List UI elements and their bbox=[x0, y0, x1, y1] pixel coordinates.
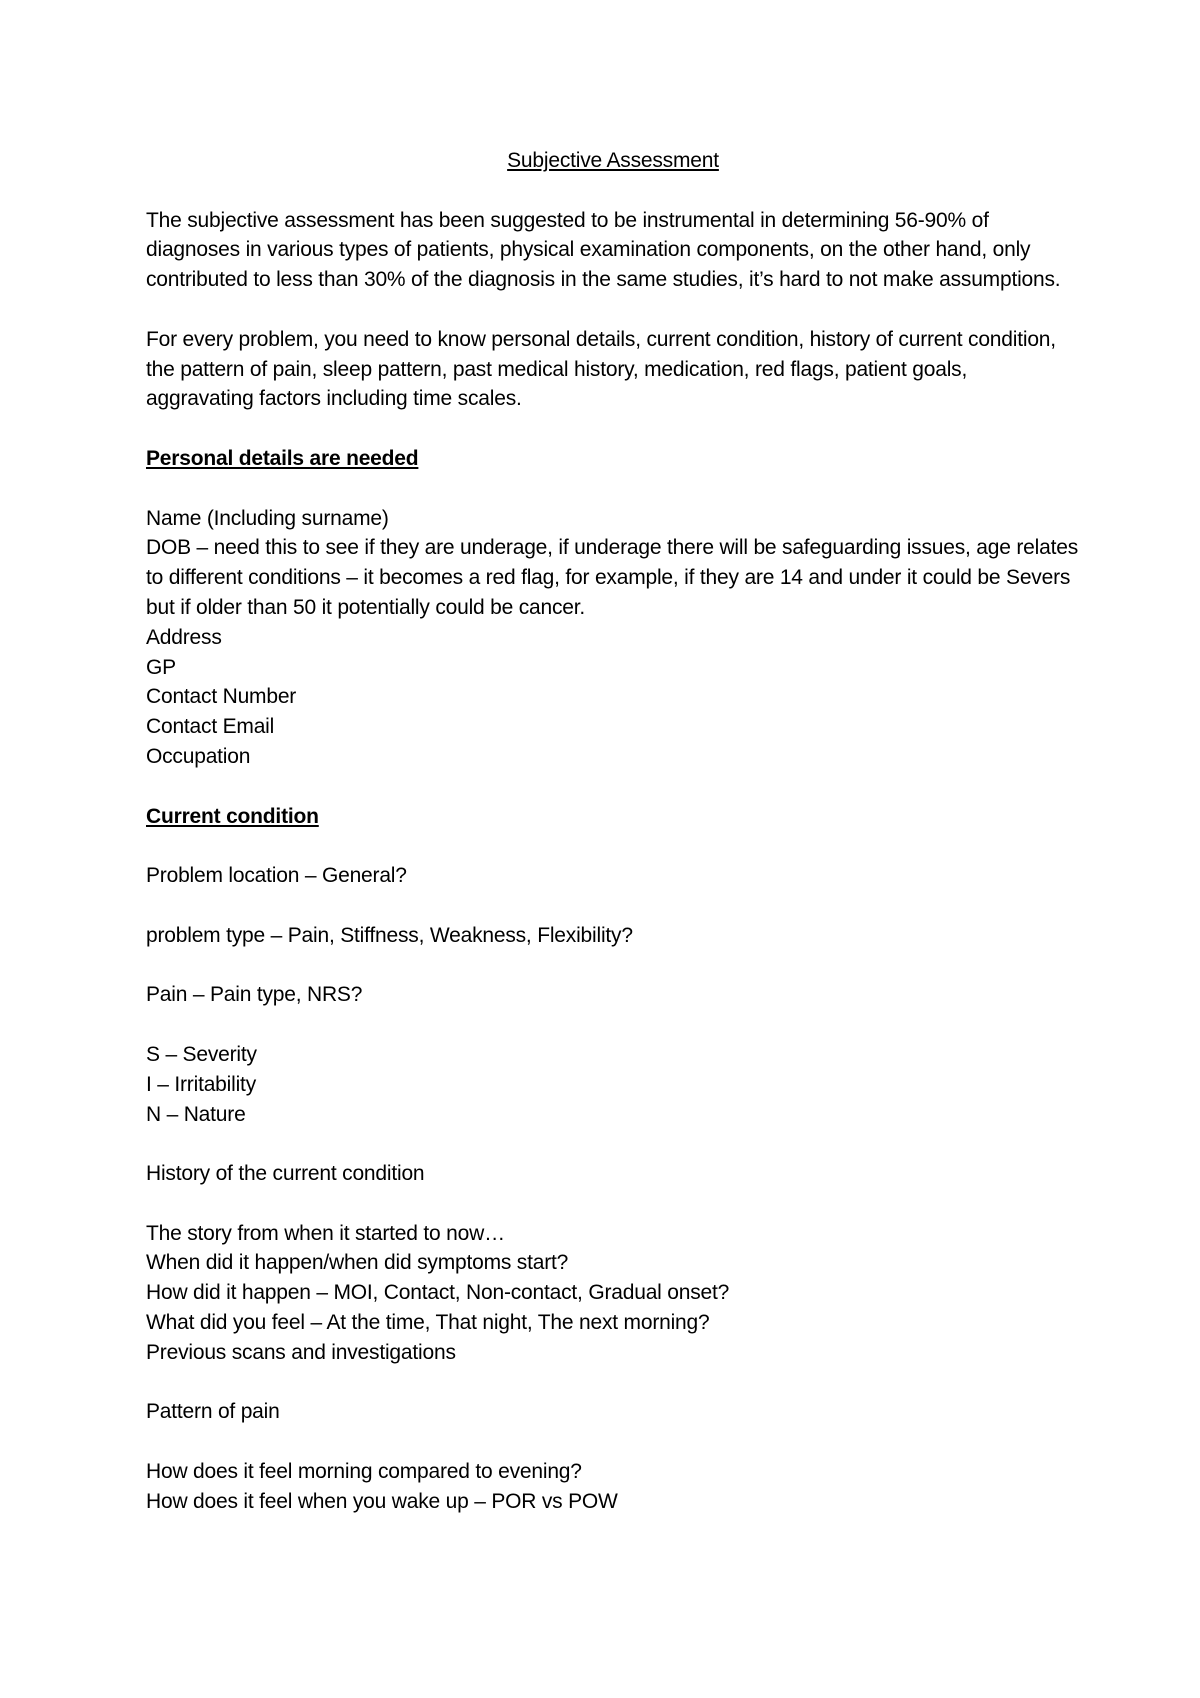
history-item: The story from when it started to now… bbox=[146, 1221, 505, 1245]
intro-paragraph-2: For every problem, you need to know personal details, current condition, history of current condition, the pattern of pain, sleep pattern, past medical history, medication, red flags, patient goals, aggravating factors including time scales. bbox=[146, 327, 1056, 411]
history-list bbox=[146, 1219, 1080, 1368]
history-item: How did it happen – MOI, Contact, Non-contact, Gradual onset? bbox=[146, 1281, 730, 1305]
pattern-of-pain-item: How does it feel when you wake up – POR vs POW bbox=[146, 1489, 618, 1513]
history-item: What did you feel – At the time, That night, The next morning? bbox=[146, 1311, 710, 1335]
history-item: When did it happen/when did symptoms start? bbox=[146, 1251, 569, 1275]
personal-details-item-dob: DOB – need this to see if they are underage, if underage there will be safeguarding issues, age relates to different conditions – it becomes a red flag, for example, if they are 14 and under it could be Severs but if older than 50 it potentially could be cancer. bbox=[146, 536, 1078, 619]
pattern-of-pain-list bbox=[146, 1457, 1080, 1517]
current-condition-heading: Current condition bbox=[146, 804, 319, 828]
personal-details-item-name: Name (Including surname) bbox=[146, 506, 389, 530]
history-heading: History of the current condition bbox=[146, 1162, 425, 1186]
problem-type-line: problem type – Pain, Stiffness, Weakness, Flexibility? bbox=[146, 923, 633, 947]
problem-location-line: Problem location – General? bbox=[146, 864, 407, 888]
intro-paragraph-1: The subjective assessment has been suggested to be instrumental in determining 56-90% of diagnoses in various types of patients, physical examination components, on the other hand, only contributed to less than 30% of the diagnosis in the same studies, it’s hard to not make assumptions. bbox=[146, 208, 1061, 292]
sin-item-irritability: I – Irritability bbox=[146, 1072, 256, 1096]
sin-list bbox=[146, 1040, 1080, 1129]
personal-details-item-contact-email: Contact Email bbox=[146, 715, 275, 739]
personal-details-item-contact-number: Contact Number bbox=[146, 685, 297, 709]
personal-details-list bbox=[146, 504, 1080, 772]
document-title: Subjective Assessment bbox=[507, 149, 719, 172]
sin-item-severity: S – Severity bbox=[146, 1042, 257, 1066]
history-item: Previous scans and investigations bbox=[146, 1340, 456, 1364]
pattern-of-pain-heading: Pattern of pain bbox=[146, 1400, 280, 1424]
sin-item-nature: N – Nature bbox=[146, 1102, 246, 1126]
pattern-of-pain-item: How does it feel morning compared to evening? bbox=[146, 1460, 582, 1484]
personal-details-item-occupation: Occupation bbox=[146, 744, 251, 768]
personal-details-item-address: Address bbox=[146, 625, 222, 649]
personal-details-item-gp: GP bbox=[146, 655, 176, 679]
personal-details-heading: Personal details are needed bbox=[146, 446, 419, 470]
pain-line: Pain – Pain type, NRS? bbox=[146, 983, 363, 1007]
